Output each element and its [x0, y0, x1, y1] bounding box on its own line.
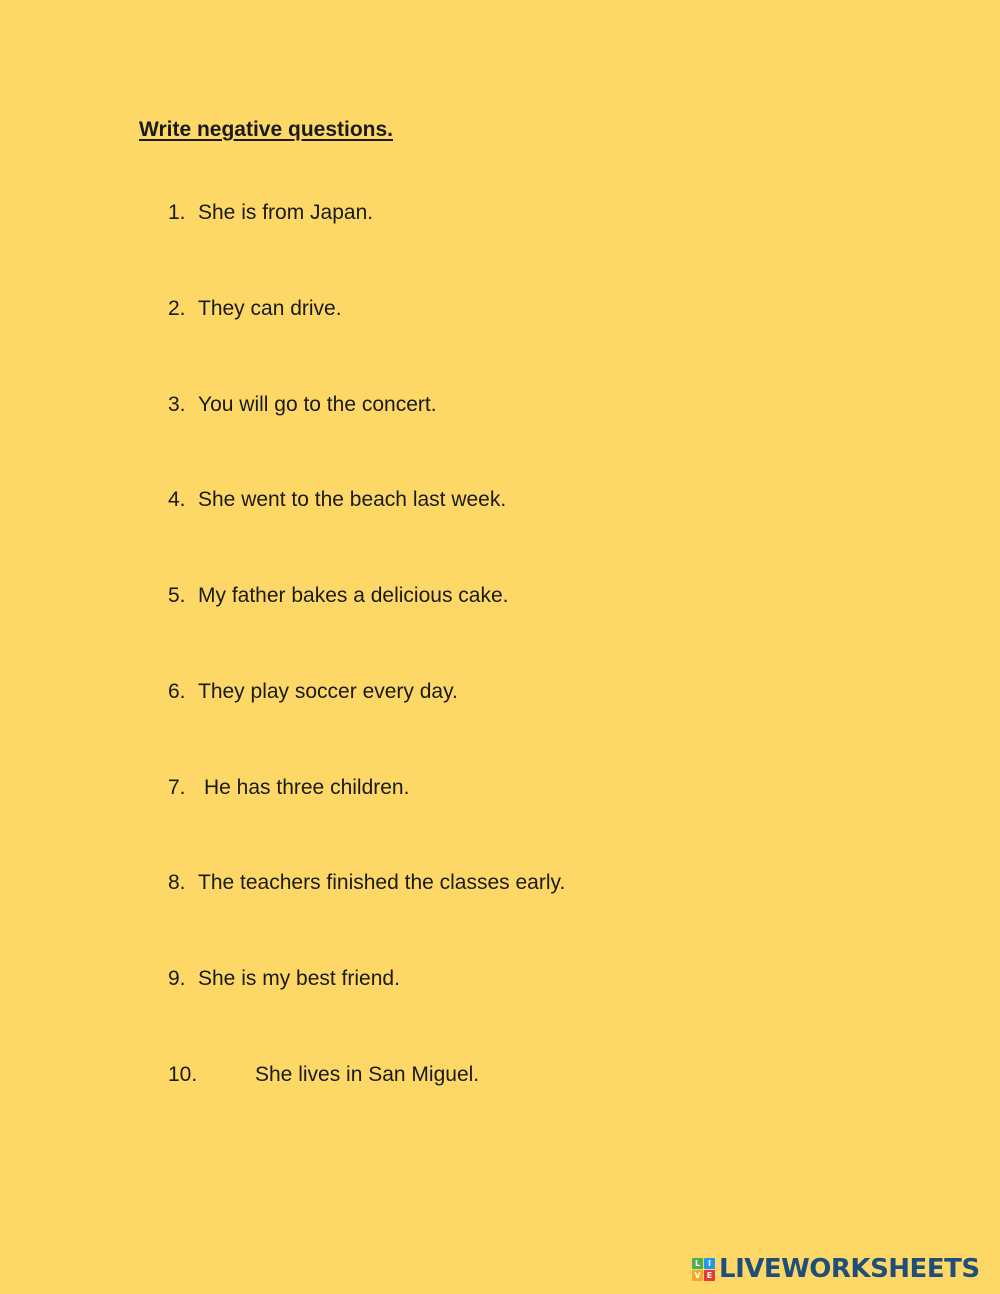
item-text: She went to the beach last week.: [198, 488, 507, 511]
list-item: [168, 967, 400, 991]
item-text: She is from Japan.: [198, 201, 374, 224]
list-item: [168, 488, 506, 512]
item-text: She is my best friend.: [198, 967, 400, 990]
item-text: She lives in San Miguel.: [255, 1063, 480, 1086]
list-item: [168, 393, 437, 417]
list-item: [168, 201, 373, 225]
list-item: [168, 1063, 479, 1087]
item-number: 1.: [168, 201, 186, 224]
item-text: They can drive.: [198, 297, 342, 320]
item-text: They play soccer every day.: [198, 680, 458, 703]
logo-letter-l: L: [692, 1258, 703, 1269]
liveworksheets-logo: [692, 1254, 980, 1284]
item-number: 8.: [168, 871, 186, 894]
item-number: 2.: [168, 297, 186, 320]
item-number: 9.: [168, 967, 186, 990]
list-item: [168, 776, 409, 800]
list-item: [168, 584, 509, 608]
item-text: He has three children.: [204, 776, 410, 799]
item-number: 10.: [168, 1063, 198, 1086]
worksheet-title: Write negative questions.: [139, 118, 393, 141]
item-text: My father bakes a delicious cake.: [198, 584, 509, 607]
item-text: You will go to the concert.: [198, 393, 437, 416]
logo-letter-v: V: [692, 1270, 703, 1281]
list-item: [168, 297, 342, 321]
logo-letter-e: E: [704, 1270, 715, 1281]
liveworksheets-wordmark: LIVEWORKSHEETS: [719, 1254, 980, 1284]
item-text: The teachers finished the classes early.: [198, 871, 566, 894]
liveworksheets-logo-icon: [692, 1258, 715, 1281]
item-number: 6.: [168, 680, 186, 703]
item-number: 4.: [168, 488, 186, 511]
item-number: 7.: [168, 776, 186, 799]
logo-letter-i: I: [704, 1258, 715, 1269]
item-number: 3.: [168, 393, 186, 416]
item-number: 5.: [168, 584, 186, 607]
list-item: [168, 680, 458, 704]
list-item: [168, 871, 565, 895]
